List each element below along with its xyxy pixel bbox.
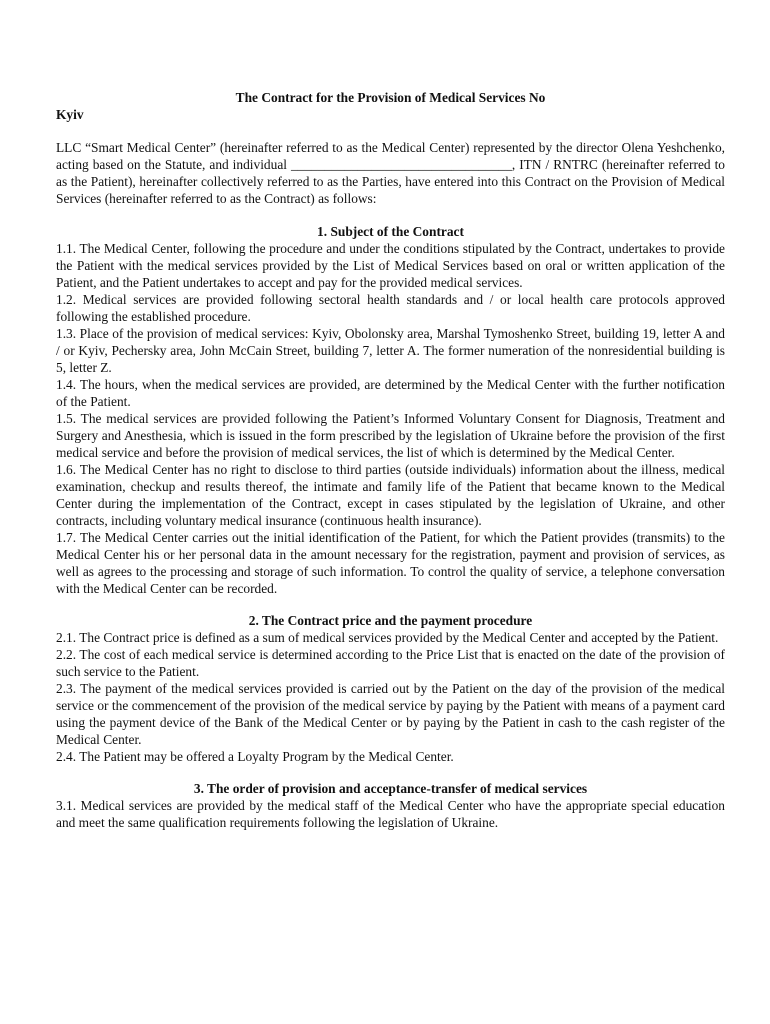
section-heading: 1. Subject of the Contract: [317, 224, 464, 239]
clause-2-3: 2.3. The payment of the medical services provided is carried out by the Patient on the day of the provision of the medical service or the commencement of the provision of the medical service by paying by the Patient with means of a payment card using the payment device of the Bank of the Medical Center or by paying by the Patient in cash to the cash register of the Medical Center.: [56, 681, 725, 747]
clause-2-2: 2.2. The cost of each medical service is determined according to the Price List that is enacted on the date of the provision of such service to the Patient.: [56, 647, 725, 679]
clause-1-5: 1.5. The medical services are provided following the Patient’s Informed Voluntary Consent for Diagnosis, Treatment and Surgery and Anesthesia, which is issued in the form prescribed by the legislation of Ukraine before the provision of the first medical service and before the provision of medical services, the list of which is determined by the Medical Center.: [56, 411, 725, 460]
clause-1-4: 1.4. The hours, when the medical services are provided, are determined by the Medical Center with the further notification of the Patient.: [56, 377, 725, 409]
document-title: The Contract for the Provision of Medical Services No: [235, 90, 546, 105]
clause-1-3: 1.3. Place of the provision of medical services: Kyiv, Obolonsky area, Marshal Tymoshenko Street, building 19, letter A and / or Kyiv, Pechersky area, John McCain Street, building 7, letter A. The former numeration of the nonresidential building is 5, letter Z.: [56, 326, 725, 375]
section-price-payment: [56, 612, 725, 765]
section-heading: 2. The Contract price and the payment procedure: [248, 613, 533, 628]
clause-1-1: 1.1. The Medical Center, following the procedure and under the conditions stipulated by the Contract, undertakes to provide the Patient with the medical services provided by the List of Medical Services based on oral or written application of the Patient, and the Patient undertakes to accept and pay for the provided medical services.: [56, 241, 725, 290]
section-heading: 3. The order of provision and acceptance-transfer of medical services: [193, 781, 588, 796]
section-subject: [56, 223, 725, 597]
contract-page: [56, 89, 725, 846]
section-provision-acceptance: [56, 780, 725, 831]
clause-1-6: 1.6. The Medical Center has no right to disclose to third parties (outside individuals) information about the illness, medical examination, checkup and results thereof, the intimate and family life of the Patient that became known to the Medical Center during the implementation of the Contract, except in cases stipulated by the legislation of Ukraine, and other contracts, including voluntary medical insurance (continuous health insurance).: [56, 462, 725, 528]
clause-2-4: 2.4. The Patient may be offered a Loyalty Program by the Medical Center.: [56, 749, 454, 764]
document-city: Kyiv: [56, 107, 84, 122]
clause-1-2: 1.2. Medical services are provided following sectoral health standards and / or local health care protocols approved following the established procedure.: [56, 292, 725, 324]
clause-2-1: 2.1. The Contract price is defined as a sum of medical services provided by the Medical Center and accepted by the Patient.: [56, 630, 719, 645]
clause-1-7: 1.7. The Medical Center carries out the initial identification of the Patient, for which the Patient provides (transmits) to the Medical Center his or her personal data in the amount necessary for the registration, payment and provision of services, as well as agrees to the processing and storage of such information. To control the quality of service, a telephone conversation with the Medical Center can be recorded.: [56, 530, 725, 596]
clause-3-1: 3.1. Medical services are provided by the medical staff of the Medical Center who have the appropriate special education and meet the same qualification requirements following the legislation of Ukraine.: [56, 798, 725, 830]
intro-paragraph: LLC “Smart Medical Center” (hereinafter referred to as the Medical Center) represented by the director Olena Yeshchenko, acting based on the Statute, and individual _________________________________, ITN / RNTRC (hereinafter referred to as the Patient), hereinafter collectively referred to as the Parties, have entered into this Contract on the Provision of Medical Services (hereinafter referred to as the Contract) as follows:: [56, 140, 725, 206]
